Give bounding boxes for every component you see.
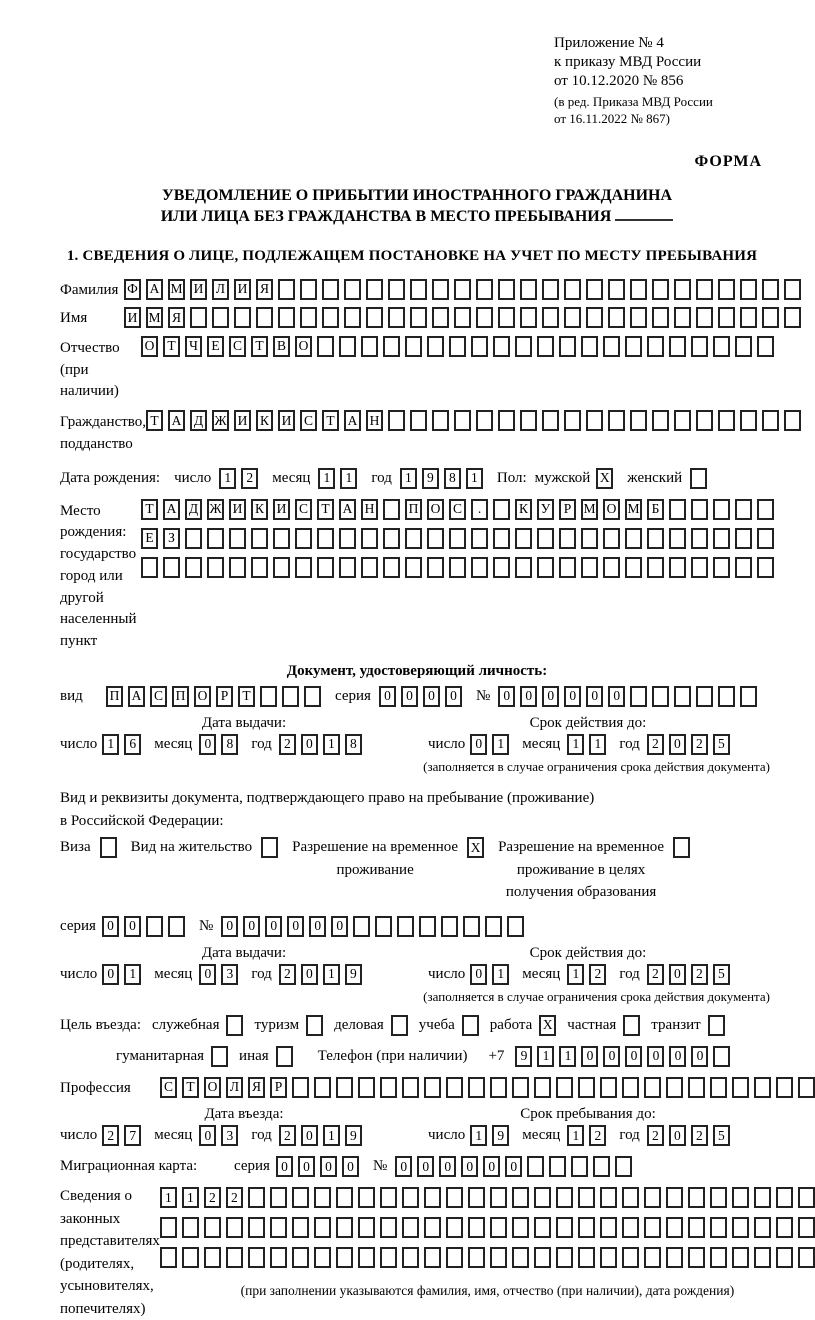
purpose-row-1 bbox=[60, 1015, 774, 1036]
purpose-label: Цель въезда: bbox=[60, 1016, 141, 1033]
day-label: число bbox=[60, 1127, 98, 1144]
day-label: число bbox=[428, 965, 466, 982]
valid-until-label: Срок действия до: bbox=[529, 944, 647, 961]
entry-date-label: Дата въезда: bbox=[204, 1106, 284, 1123]
revision-line: (в ред. Приказа МВД России bbox=[554, 94, 713, 110]
year-label: год bbox=[251, 1127, 272, 1144]
birth-place-cells-2[interactable]: Е З bbox=[141, 528, 774, 549]
purpose-private-label: частная bbox=[567, 1016, 617, 1033]
male-label: мужской bbox=[534, 469, 591, 486]
purpose-official-checkbox[interactable] bbox=[226, 1015, 243, 1036]
issue-date-label: Дата выдачи: bbox=[201, 714, 287, 731]
permit-number-cells[interactable]: 0 0 0 0 0 0 bbox=[221, 916, 524, 937]
series-label: серия bbox=[60, 917, 96, 934]
surname-cells[interactable]: Ф А М И Л И Я bbox=[124, 279, 801, 300]
day-label: число bbox=[428, 735, 466, 752]
female-label: женский bbox=[627, 469, 683, 486]
identity-doc-heading: Документ, удостоверяющий личность: bbox=[286, 662, 548, 679]
day-label: число bbox=[60, 735, 98, 752]
appendix-block bbox=[554, 34, 774, 127]
permit-issue-month-cells[interactable]: 0 3 bbox=[199, 964, 238, 985]
stay-month-cells[interactable]: 1 2 bbox=[567, 1125, 606, 1146]
series-label: серия bbox=[335, 687, 371, 704]
birth-place-row bbox=[60, 499, 774, 653]
patronymic-cells[interactable]: О Т Ч Е С Т В О bbox=[141, 336, 774, 357]
doc-number-cells[interactable]: 0 0 0 0 0 0 bbox=[498, 686, 757, 707]
purpose-tourism-checkbox[interactable] bbox=[306, 1015, 323, 1036]
year-label: год bbox=[251, 965, 272, 982]
purpose-business-label: деловая bbox=[334, 1016, 384, 1033]
representatives-cells-1[interactable]: 1 1 2 2 bbox=[160, 1187, 815, 1208]
entry-year-cells[interactable]: 2 0 1 9 bbox=[279, 1125, 362, 1146]
form-title-line1: УВЕДОМЛЕНИЕ О ПРИБЫТИИ ИНОСТРАННОГО ГРАЖДАНИНА bbox=[161, 186, 673, 204]
identity-doc-kind-row bbox=[60, 686, 774, 707]
migration-card-row bbox=[60, 1156, 774, 1177]
residence-doc-line2: в Российской Федерации: bbox=[60, 813, 224, 830]
phone-label: Телефон (при наличии) bbox=[317, 1047, 468, 1064]
year-label: год bbox=[619, 1127, 640, 1144]
representatives-block bbox=[60, 1185, 774, 1320]
stay-until-label: Срок пребывания до: bbox=[520, 1106, 656, 1123]
migration-series-cells[interactable]: 0 0 0 0 bbox=[276, 1156, 359, 1177]
permit-date-labels bbox=[60, 945, 774, 962]
birth-date-row bbox=[60, 468, 774, 489]
representatives-cells-2[interactable] bbox=[160, 1217, 815, 1238]
entry-day-cells[interactable]: 2 7 bbox=[102, 1125, 141, 1146]
option-temp-residence-education: Разрешение на временное проживание в целях получения образования bbox=[498, 836, 690, 904]
migration-number-cells[interactable]: 0 0 0 0 0 0 bbox=[395, 1156, 632, 1177]
valid-month-cells[interactable]: 1 1 bbox=[567, 734, 606, 755]
entry-dates-row bbox=[60, 1125, 774, 1146]
stay-year-cells[interactable]: 2 0 2 5 bbox=[647, 1125, 730, 1146]
purpose-private-checkbox[interactable] bbox=[623, 1015, 640, 1036]
day-label: число bbox=[428, 1127, 466, 1144]
series-label: серия bbox=[234, 1158, 270, 1175]
permit-series-cells[interactable]: 0 0 bbox=[102, 916, 185, 937]
validity-note: (заполняется в случае ограничения срока действия документа) bbox=[423, 758, 770, 774]
temp-residence-education-checkbox[interactable] bbox=[673, 837, 690, 858]
issue-month-cells[interactable]: 0 8 bbox=[199, 734, 238, 755]
birth-month-cells[interactable]: 1 1 bbox=[318, 468, 357, 489]
citizenship-cells[interactable]: Т А Д Ж И К И С Т А Н bbox=[146, 410, 801, 431]
birth-date-label: Дата рождения: bbox=[60, 469, 161, 486]
year-label: год bbox=[251, 735, 272, 752]
temp-residence-checkbox[interactable]: X bbox=[467, 837, 484, 858]
permit-dates-row bbox=[60, 964, 774, 985]
citizenship-label: Гражданство, подданство bbox=[60, 414, 147, 452]
month-label: месяц bbox=[272, 469, 311, 486]
sex-label: Пол: bbox=[496, 469, 527, 486]
valid-day-cells[interactable]: 0 1 bbox=[470, 734, 509, 755]
appendix-line: Приложение № 4 bbox=[554, 35, 664, 51]
section1-heading: 1. СВЕДЕНИЯ О ЛИЦЕ, ПОДЛЕЖАЩЕМ ПОСТАНОВКЕ НА УЧЕТ ПО МЕСТУ ПРЕБЫВАНИЯ bbox=[66, 247, 758, 264]
purpose-other-checkbox[interactable] bbox=[276, 1046, 293, 1067]
purpose-transit-checkbox[interactable] bbox=[708, 1015, 725, 1036]
purpose-row-2 bbox=[116, 1046, 774, 1067]
revision-line: от 16.11.2022 № 867) bbox=[554, 110, 671, 126]
entry-date-labels bbox=[60, 1106, 774, 1123]
issue-day-cells[interactable]: 1 6 bbox=[102, 734, 141, 755]
permit-issue-year-cells[interactable]: 2 0 1 9 bbox=[279, 964, 362, 985]
month-label: месяц bbox=[154, 965, 193, 982]
citizenship-row bbox=[60, 410, 774, 456]
forma-label: ФОРМА bbox=[694, 152, 762, 170]
surname-row bbox=[60, 279, 774, 301]
appendix-line: к приказу МВД России bbox=[554, 53, 702, 70]
permit-valid-year-cells[interactable]: 2 0 2 5 bbox=[647, 964, 730, 985]
given-name-cells[interactable]: И М Я bbox=[124, 307, 801, 328]
number-label: № bbox=[198, 917, 214, 934]
permit-valid-month-cells[interactable]: 1 2 bbox=[567, 964, 606, 985]
residence-doc-series-row bbox=[60, 916, 774, 937]
profession-label: Профессия bbox=[60, 1079, 131, 1096]
issue-year-cells[interactable]: 2 0 1 8 bbox=[279, 734, 362, 755]
purpose-business-checkbox[interactable] bbox=[391, 1015, 408, 1036]
permit-valid-day-cells[interactable]: 0 1 bbox=[470, 964, 509, 985]
option-residence-permit: Вид на жительство bbox=[131, 836, 278, 859]
patronymic-label: Отчество (при наличии) bbox=[60, 339, 120, 400]
birth-place-label: Место рождения: государство город или другой населенный пункт bbox=[60, 502, 137, 650]
representatives-cells-3[interactable] bbox=[160, 1247, 815, 1268]
birth-place-cells-1[interactable]: Т А Д Ж И К И С Т А Н П О С . К У Р М О М Б bbox=[141, 499, 774, 520]
residence-doc-options bbox=[60, 836, 774, 904]
representatives-note: (при заполнении указываются фамилия, имя, отчество (при наличии), дата рождения) bbox=[240, 1283, 735, 1299]
month-label: месяц bbox=[522, 965, 561, 982]
blank-underline bbox=[615, 207, 673, 221]
phone-prefix: +7 bbox=[488, 1047, 505, 1064]
month-label: месяц bbox=[154, 735, 193, 752]
number-label: № bbox=[475, 687, 491, 704]
purpose-work-checkbox[interactable]: X bbox=[539, 1015, 556, 1036]
kind-label: вид bbox=[60, 687, 83, 704]
migration-card-label: Миграционная карта: bbox=[60, 1158, 198, 1175]
validity-note: (заполняется в случае ограничения срока действия документа) bbox=[423, 988, 770, 1004]
purpose-study-label: учеба bbox=[418, 1016, 455, 1033]
day-label: число bbox=[174, 469, 212, 486]
form-title-line2: ИЛИ ЛИЦА БЕЗ ГРАЖДАНСТВА В МЕСТО ПРЕБЫВАНИЯ bbox=[160, 208, 612, 226]
doc-kind-cells[interactable]: П А С П О Р Т bbox=[106, 686, 321, 707]
doc-series-cells[interactable]: 0 0 0 0 bbox=[379, 686, 462, 707]
form-title bbox=[60, 185, 774, 228]
birth-day-cells[interactable]: 1 2 bbox=[219, 468, 258, 489]
purpose-transit-label: транзит bbox=[651, 1016, 701, 1033]
day-label: число bbox=[60, 965, 98, 982]
residence-permit-checkbox[interactable] bbox=[261, 837, 278, 858]
appendix-line: от 10.12.2020 № 856 bbox=[554, 72, 684, 89]
male-checkbox[interactable]: X bbox=[596, 468, 613, 489]
patronymic-row bbox=[60, 336, 774, 403]
representatives-label: Сведения о законных представителях (родителях, усыновителях, попечителях) bbox=[60, 1188, 160, 1317]
female-checkbox[interactable] bbox=[690, 468, 707, 489]
month-label: месяц bbox=[522, 735, 561, 752]
surname-label: Фамилия bbox=[60, 281, 119, 298]
number-label: № bbox=[372, 1158, 388, 1175]
purpose-tourism-label: туризм bbox=[254, 1016, 300, 1033]
given-name-row bbox=[60, 307, 774, 329]
year-label: год bbox=[619, 965, 640, 982]
purpose-humanitarian-label: гуманитарная bbox=[116, 1047, 205, 1064]
month-label: месяц bbox=[154, 1127, 193, 1144]
valid-until-label: Срок действия до: bbox=[529, 714, 647, 731]
residence-doc-line1: Вид и реквизиты документа, подтверждающего право на пребывание (проживание) bbox=[60, 789, 595, 806]
issue-date-label: Дата выдачи: bbox=[201, 944, 287, 961]
identity-dates-row bbox=[60, 734, 774, 755]
identity-date-labels bbox=[60, 715, 774, 732]
stay-day-cells[interactable]: 1 9 bbox=[470, 1125, 509, 1146]
purpose-other-label: иная bbox=[239, 1047, 269, 1064]
purpose-work-label: работа bbox=[489, 1016, 533, 1033]
profession-row bbox=[60, 1077, 774, 1099]
option-temp-residence: Разрешение на временное проживание X bbox=[292, 836, 484, 881]
purpose-official-label: служебная bbox=[151, 1016, 220, 1033]
purpose-humanitarian-checkbox[interactable] bbox=[211, 1046, 228, 1067]
phone-cells[interactable]: 9 1 1 0 0 0 0 0 0 bbox=[515, 1046, 730, 1067]
visa-checkbox[interactable] bbox=[100, 837, 117, 858]
year-label: год bbox=[619, 735, 640, 752]
birth-place-cells-3[interactable] bbox=[141, 557, 774, 578]
entry-month-cells[interactable]: 0 3 bbox=[199, 1125, 238, 1146]
month-label: месяц bbox=[522, 1127, 561, 1144]
option-visa: Виза bbox=[60, 836, 117, 859]
given-name-label: Имя bbox=[60, 310, 88, 327]
permit-issue-day-cells[interactable]: 0 1 bbox=[102, 964, 141, 985]
purpose-study-checkbox[interactable] bbox=[462, 1015, 479, 1036]
valid-year-cells[interactable]: 2 0 2 5 bbox=[647, 734, 730, 755]
birth-year-cells[interactable]: 1 9 8 1 bbox=[400, 468, 483, 489]
profession-cells[interactable]: С Т О Л Я Р bbox=[160, 1077, 815, 1098]
year-label: год bbox=[371, 469, 392, 486]
